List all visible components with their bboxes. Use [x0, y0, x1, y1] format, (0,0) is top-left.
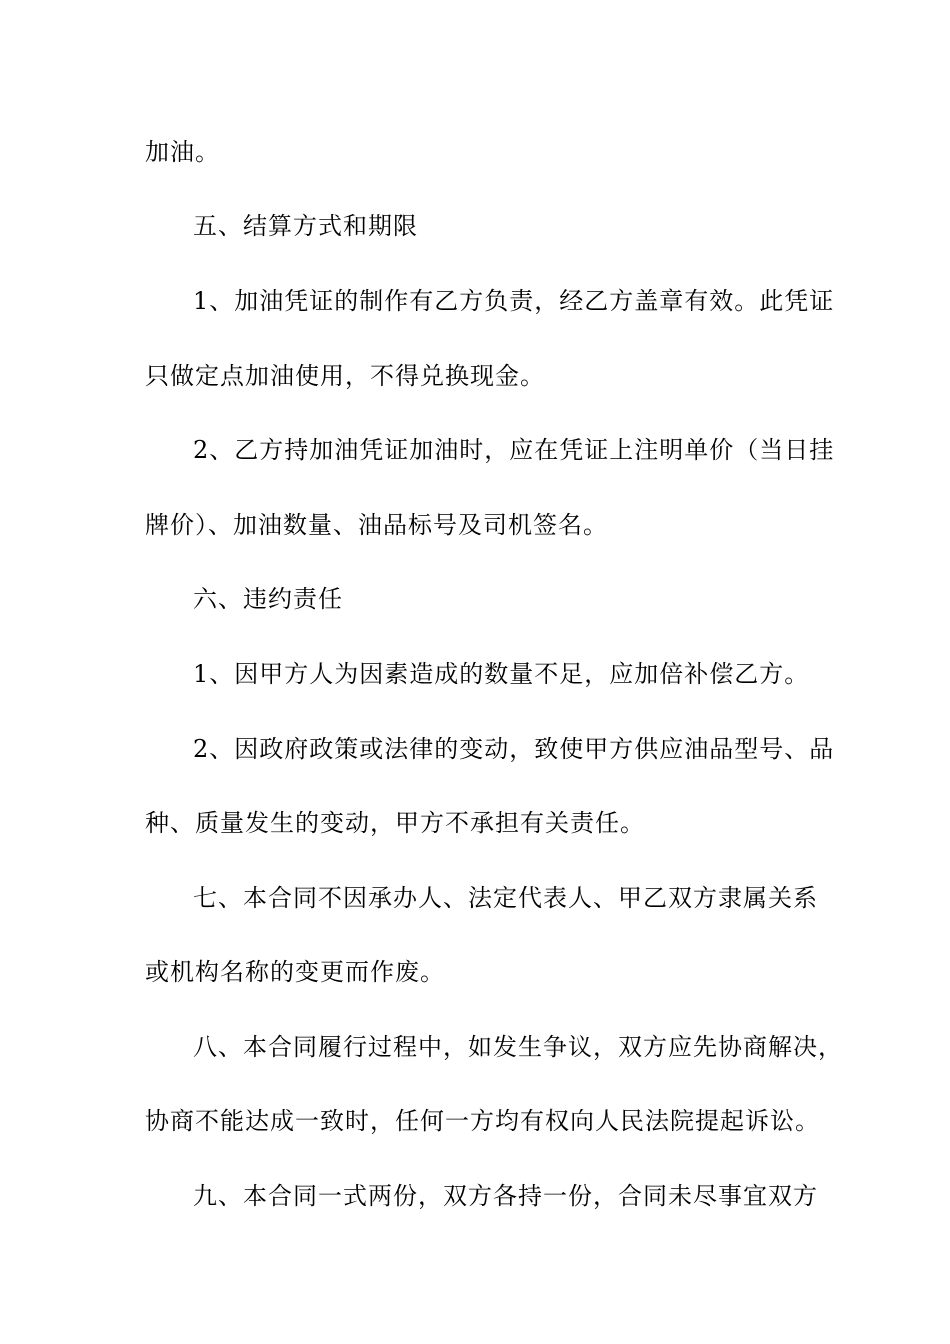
text-line: 2、因政府政策或法律的变动，致使甲方供应油品型号、品	[193, 735, 835, 763]
text-line: 1、因甲方人为因素造成的数量不足，应加倍补偿乙方。	[193, 660, 810, 688]
text-line: 七、本合同不因承办人、法定代表人、甲乙双方隶属关系	[193, 884, 818, 912]
text-line: 八、本合同履行过程中，如发生争议，双方应先协商解决，	[193, 1033, 843, 1061]
text-line: 只做定点加油使用，不得兑换现金。	[145, 362, 545, 390]
section-heading: 六、违约责任	[193, 585, 343, 613]
section-heading: 五、结算方式和期限	[193, 212, 418, 240]
text-line: 加油。	[145, 138, 220, 166]
text-line: 九、本合同一式两份，双方各持一份，合同未尽事宜双方	[193, 1182, 818, 1210]
text-line: 种、质量发生的变动，甲方不承担有关责任。	[145, 809, 645, 837]
text-line: 牌价）、加油数量、油品标号及司机签名。	[145, 511, 608, 539]
text-line: 或机构名称的变更而作废。	[145, 958, 445, 986]
text-line: 1、加油凭证的制作有乙方负责，经乙方盖章有效。此凭证	[193, 287, 835, 315]
text-line: 2、乙方持加油凭证加油时，应在凭证上注明单价（当日挂	[193, 436, 835, 464]
text-line: 协商不能达成一致时，任何一方均有权向人民法院提起诉讼。	[145, 1107, 820, 1135]
